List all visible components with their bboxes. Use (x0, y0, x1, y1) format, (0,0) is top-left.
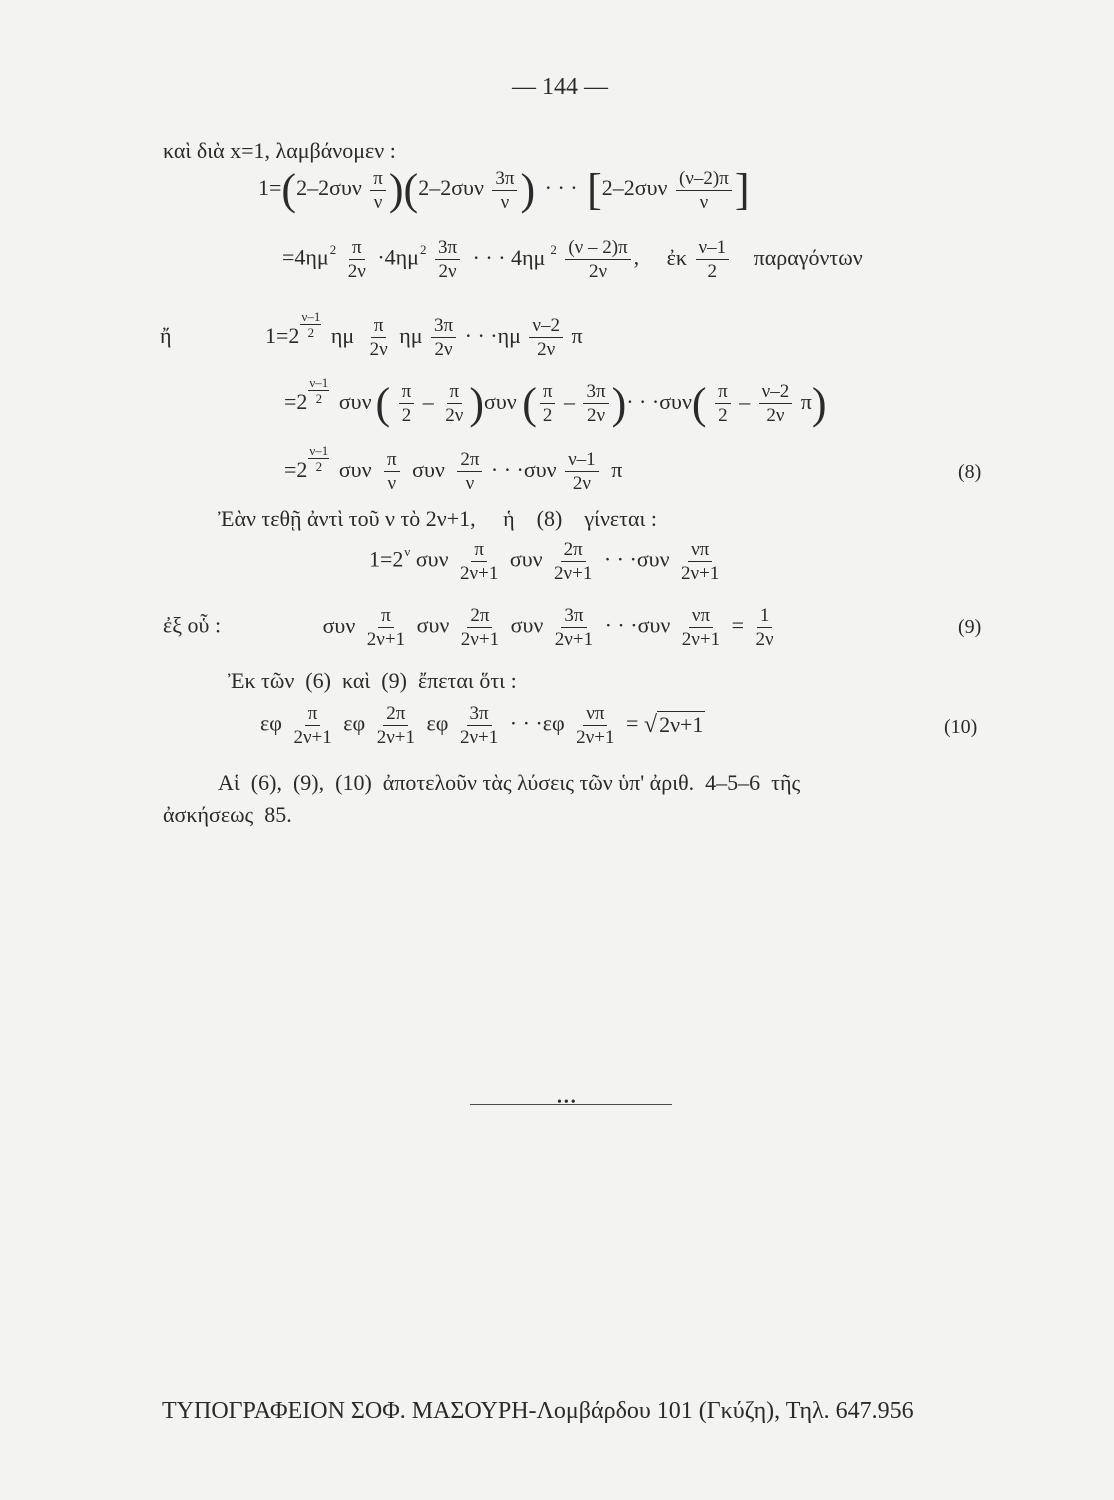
equation-7: ἐξ οὗ : συν $\frac{\pi}{2\nu+1}$ συν $\frac{2\pi}{2\nu+1}$ συν $\frac{3\pi}{2\nu+1}$ · · ·συν $\frac{\nu\pi}{2\nu+1}$ = $\frac{1}{2\nu}$ (163, 605, 774, 650)
equation-5: =2 $\frac{\nu-1}{2}$ συν $\frac{\pi}{\nu}$ συν $\frac{2\pi}{\nu}$ · · ·συν $\frac{\nu-1}{2\nu}$ π (284, 443, 623, 495)
page-number: — 144 — (512, 74, 608, 100)
text-line-3: Αἱ (6), (9), (10) ἀποτελοῦν τὰς λύσεις τῶν ὑπ' ἀριθ. 4–5–6 τῆς (218, 770, 801, 795)
eq1-lhs: 1= (258, 175, 282, 201)
equation-3: ἤ 1=2 $\frac{\nu-1}{2}$ ημ $\frac{\pi}{2\nu}$ ημ $\frac{3\pi}{2\nu}$ · · ·ημ $\frac{\nu-2}{2\nu}$ π (160, 309, 583, 361)
square-root: √2ν+1 (643, 712, 704, 738)
text-line-4: ἀσκήσεως 85. (163, 802, 292, 827)
text-line-2: Ἐκ τῶν (6) καὶ (9) ἔπεται ὅτι : (228, 668, 517, 693)
fraction: $\frac{3\pi}{\nu}$ (492, 169, 517, 212)
equation-label-8: (8) (958, 461, 982, 483)
equation-label-9: (9) (958, 616, 982, 638)
printer-footer: ΤΥΠΟΓΡΑΦΕΙΟΝ ΣΟΦ. ΜΑΣΟΥΡΗ-Λομβάρδου 101 (Γκύζη), Τηλ. 647.956 (162, 1398, 914, 1424)
intro-text: καὶ διὰ x=1, λαμβάνομεν : (163, 138, 396, 163)
equation-8: εφ $\frac{\pi}{2\nu+1}$ εφ $\frac{2\pi}{2\nu+1}$ εφ $\frac{3\pi}{2\nu+1}$ · · ·εφ $\frac{\nu\pi}{2\nu+1}$ = √2ν+1 (260, 703, 704, 748)
divider-ornament-icon: ••• (557, 1095, 578, 1110)
equation-label-10: (10) (944, 716, 978, 738)
text-line-1: Ἐὰν τεθῇ ἀντὶ τοῦ ν τὸ 2ν+1, ἡ (8) γίνεται : (218, 506, 658, 531)
eq7-prefix: ἐξ οὗ : (163, 612, 222, 638)
equation-6: $1=2^\nu$ συν $\frac{\pi}{2\nu+1}$ συν $\frac{2\pi}{2\nu+1}$ · · ·συν $\frac{\nu\pi}{2\nu+1}$ (369, 539, 720, 584)
eq3-prefix: ἤ (160, 323, 172, 348)
fraction: $\frac{\pi}{\nu}$ (370, 169, 386, 212)
equation-1: 1=(2–2συν $\frac{\pi}{\nu}$ )(2–2συν $\frac{3\pi}{\nu}$ ) · · · [2–2συν $\frac{(\nu-2)\pi}{\nu}$ ] (258, 165, 750, 214)
fraction: $\frac{(\nu-2)\pi}{\nu}$ (676, 169, 732, 212)
equation-2: $=4\eta\mu^2$ $\frac{\pi}{2\nu}$ $\cdot 4\eta\mu^2$ $\frac{3\pi}{2\nu}$ · · · 4ημ $^2$ $\frac{(\nu - 2)\pi}{2\nu}$ , ἐκ $\frac{\nu-1}{2}$ παραγόντων (282, 237, 863, 282)
equation-4: =2 $\frac{\nu-1}{2}$ συν( $\frac{\pi}{2}$ – $\frac{\pi}{2\nu}$ )συν ( $\frac{\pi}{2}$ – $\frac{3\pi}{2\nu}$ )· · ·συν( $\frac{\pi}{2}$ – $\frac{\nu-2}{2\nu}$ π) (284, 375, 827, 428)
